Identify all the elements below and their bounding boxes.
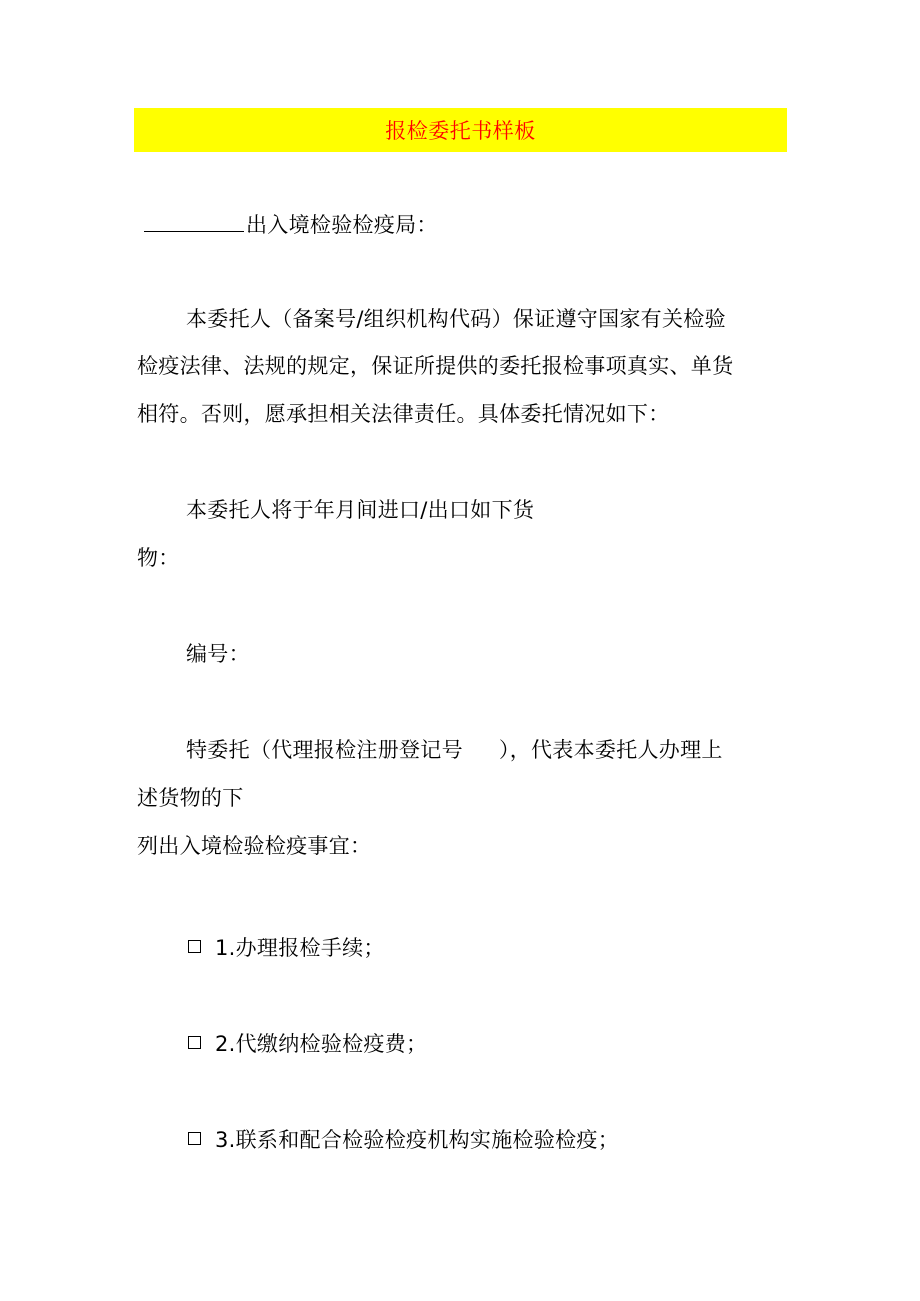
document-title: 报检委托书样板 bbox=[385, 119, 536, 143]
para1-line3: 相符。否则，愿承担相关法律责任。具体委托情况如下： bbox=[137, 402, 670, 426]
item-1-checkbox[interactable] bbox=[188, 940, 201, 953]
list-item bbox=[188, 1032, 427, 1056]
item-1-text: 1.办理报检手续； bbox=[215, 936, 385, 960]
para1-line2: 检疫法律、法规的规定，保证所提供的委托报检事项真实、单货 bbox=[137, 354, 734, 378]
list-item bbox=[188, 1128, 619, 1152]
addressee-blank[interactable] bbox=[144, 211, 244, 232]
addressee-text: 出入境检验检疫局： bbox=[246, 213, 438, 237]
item-2-text: 2.代缴纳检验检疫费； bbox=[215, 1032, 428, 1056]
number-label: 编号： bbox=[186, 642, 250, 666]
para2-line2: 物： bbox=[137, 546, 180, 570]
para2-line1: 本委托人将于年月间进口/出口如下货 bbox=[186, 498, 535, 522]
addressee-line bbox=[144, 211, 438, 237]
title-banner bbox=[134, 108, 787, 152]
para1-line1: 本委托人（备案号/组织机构代码）保证遵守国家有关检验 bbox=[186, 307, 726, 331]
para3-line1 bbox=[186, 738, 723, 762]
item-3-text: 3.联系和配合检验检疫机构实施检验检疫； bbox=[215, 1128, 620, 1152]
para3-line1-end: ），代表本委托人办理上 bbox=[498, 738, 723, 762]
para3-line2: 述货物的下 bbox=[137, 786, 244, 810]
para3-line1-start: 特委托（代理报检注册登记号 bbox=[186, 738, 463, 762]
para3-line3: 列出入境检验检疫事宜： bbox=[137, 834, 372, 858]
item-3-checkbox[interactable] bbox=[188, 1132, 201, 1145]
list-item bbox=[188, 936, 385, 960]
item-2-checkbox[interactable] bbox=[188, 1036, 201, 1049]
